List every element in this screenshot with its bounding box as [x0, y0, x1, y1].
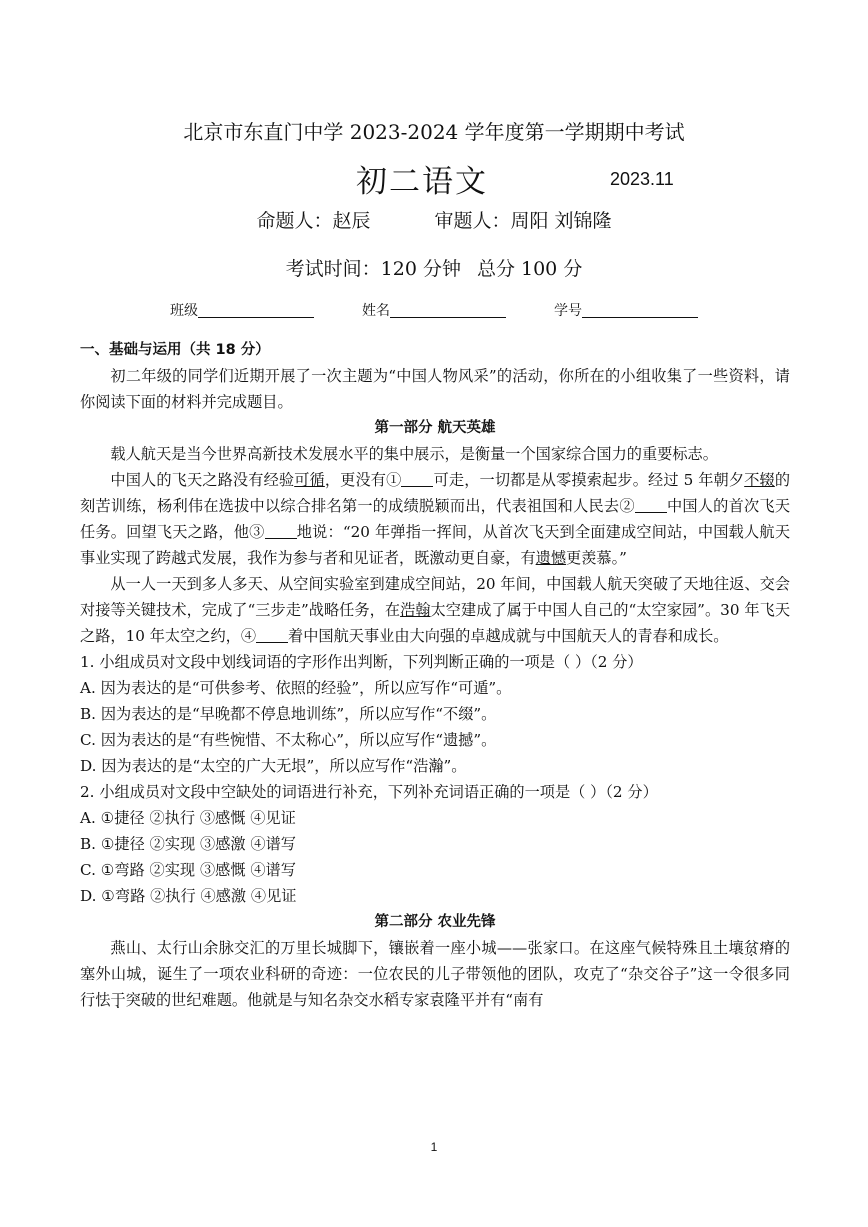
dotted-char: 壤: [728, 939, 744, 957]
part2-paragraph-1: 燕山、太行山余脉交汇的万里长城脚下，镶嵌着一座小城——张家口。在这座气候特殊且土壤贫瘠的塞外山城，诞生了一项农业科研的奇迹：一位农民的儿子带领他的团队，攻克了“杂交谷子”这一令很多同行怯于突破的世纪难题。他就是与知名杂交水稻专家袁隆平并有“南有: [80, 939, 791, 1009]
question-2-option-b: B. ①捷径 ②实现 ③感激 ④谱写: [80, 835, 296, 853]
exam-time: 考试时间：120 分钟: [285, 258, 461, 280]
subject-title: 初二语文: [356, 164, 488, 200]
exam-info-line: [0, 254, 868, 281]
question-2-stem: 2. 小组成员对文段中空缺处的词语进行补充，下列补充词语正确的一项是（ ）（2 分）: [80, 783, 658, 801]
id-label: 学号: [554, 303, 582, 319]
part1-paragraph-2: 中国人的飞天之路没有经验可循，更没有① 可走，一切都是从零摸索起步。经过 5 年朝夕不辍的刻苦训练，杨利伟在选拔中以综合排名第一的成绩脱颖而出，代表祖国和人民去② 中国人的首次飞天任务。回望飞天之路，他③ 地说：“20 年弹指一挥间，从首次飞天到全面建成空间站，中国载人航天事业实现了跨越式发展，我作为参与者和见证者，既激动更自豪，有遗憾更羡慕。”: [80, 471, 791, 567]
name-field[interactable]: [362, 300, 506, 320]
name-label: 姓名: [362, 303, 390, 319]
question-1-stem: 1. 小组成员对文段中划线词语的字形作出判断，下列判断正确的一项是（ ）（2 分）: [80, 653, 643, 671]
part2-title: 第二部分 农业先锋: [374, 914, 496, 930]
underlined-word: 遗憾: [535, 549, 566, 567]
fill-blank-4: [256, 628, 288, 643]
name-blank[interactable]: [390, 303, 506, 318]
question-2-option-a: A. ①捷径 ②执行 ③感慨 ④见证: [80, 809, 296, 827]
question-1-option-c: C. 因为表达的是“有些惋惜、不太称心”，所以应写作“遗撼”。: [80, 731, 497, 749]
fill-blank-2: [635, 498, 667, 513]
section-title: 一、基础与运用（共 18 分）: [80, 342, 270, 358]
class-field[interactable]: [170, 300, 314, 320]
dotted-char: 怯: [95, 991, 111, 1009]
part1-paragraph-3: 从一人一天到多人多天、从空间实验室到建成空间站，20 年间，中国载人航天突破了天地往返、交会对接等关键技术，完成了“三步走”战略任务，在浩翰太空建成了属于中国人自己的“太空家园”。30 年飞天之路，10 年太空之约，④ 着中国航天事业由大向强的卓越成就与中国航天人的青春和成长。: [80, 575, 791, 645]
question-1-option-d: D. 因为表达的是“太空的广大无垠”，所以应写作“浩瀚”。: [80, 757, 467, 775]
total-score: 总分 100 分: [476, 258, 583, 280]
fill-blank-1: [401, 472, 433, 487]
class-blank[interactable]: [198, 303, 314, 318]
reviewer: 审题人：周阳 刘锦隆: [434, 210, 612, 232]
part1-title: 第一部分 航天英雄: [374, 420, 496, 436]
underlined-word: 可循: [294, 471, 325, 489]
question-2-option-c: C. ①弯路 ②实现 ③感慨 ④谱写: [80, 861, 296, 879]
class-label: 班级: [170, 303, 198, 319]
underlined-word: 不辍: [744, 471, 775, 489]
page-number: 1: [430, 1140, 438, 1154]
exam-content: [80, 337, 790, 1013]
proposer: 命题人：赵辰: [256, 210, 371, 232]
question-2-option-d: D. ①弯路 ②执行 ④感激 ④见证: [80, 887, 297, 905]
section-intro: 初二年级的同学们近期开展了一次主题为“中国人物风采”的活动，你所在的小组收集了一些资料，请你阅读下面的材料并完成题目。: [80, 367, 790, 411]
student-id-field[interactable]: [554, 300, 698, 320]
question-1-option-b: B. 因为表达的是“早晚都不停息地训练”，所以应写作“不缀”。: [80, 705, 497, 723]
part1-paragraph-1: 载人航天是当今世界高新技术发展水平的集中展示，是衡量一个国家综合国力的重要标志。: [110, 445, 718, 463]
underlined-word: 浩翰: [400, 601, 431, 619]
id-blank[interactable]: [582, 303, 698, 318]
school-exam-title: 北京市东直门中学 2023-2024 学年度第一学期期中考试: [183, 120, 685, 144]
authors-line: [0, 206, 868, 233]
question-1-option-a: A. 因为表达的是“可供参考、依照的经验”，所以应写作“可遁”。: [80, 679, 512, 697]
exam-date: 2023.11: [610, 169, 674, 189]
fill-blank-3: [265, 524, 297, 539]
